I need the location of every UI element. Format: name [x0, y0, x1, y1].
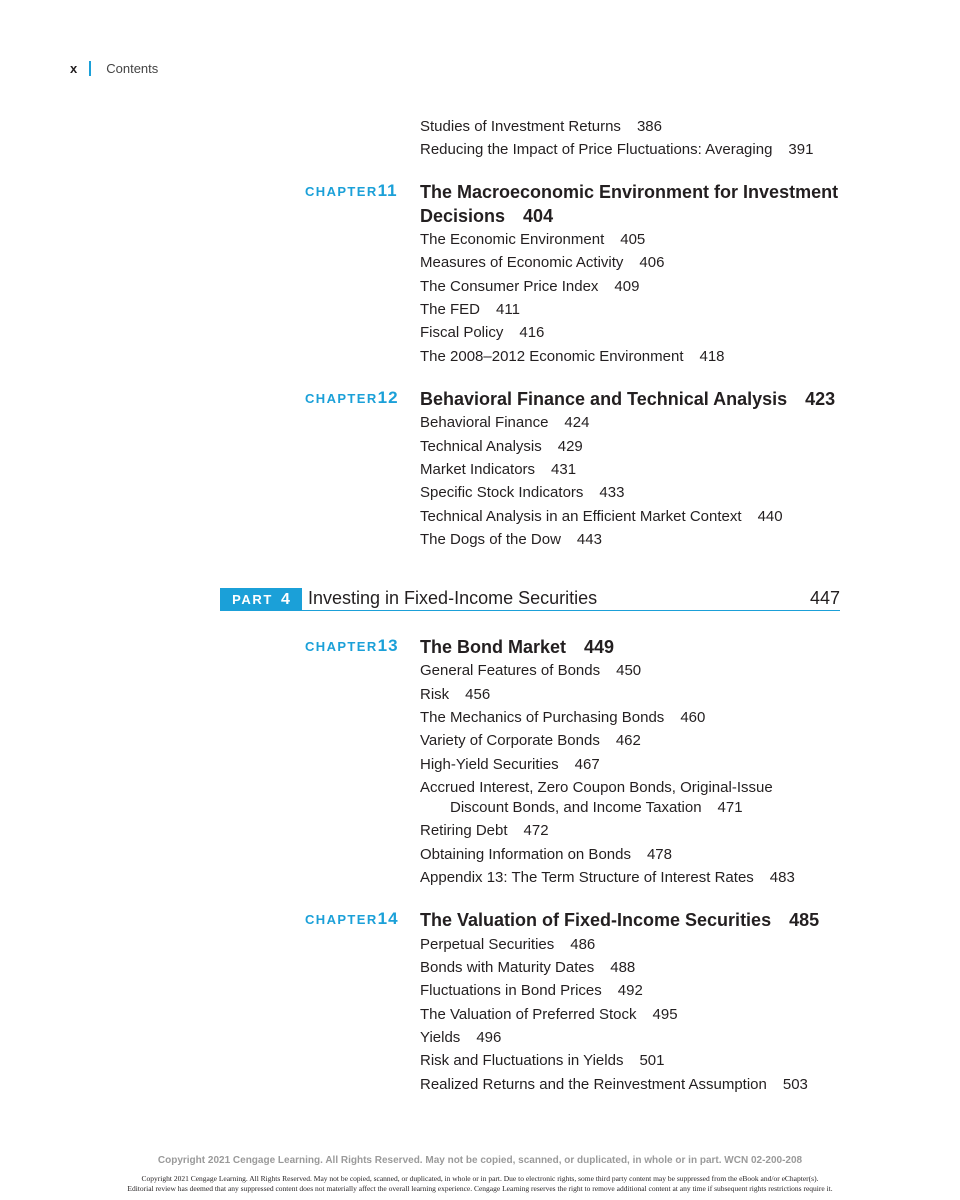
toc-entry[interactable]	[420, 868, 795, 888]
entry-title: Risk	[420, 686, 450, 703]
toc-entry[interactable]	[420, 323, 544, 343]
toc-entry[interactable]	[420, 483, 624, 503]
toc-entry[interactable]	[420, 460, 576, 480]
chapter-word: CHAPTER	[305, 391, 378, 406]
entry-title: The Economic Environment	[420, 231, 605, 248]
entry-page: 460	[680, 709, 706, 726]
entry-title: Measures of Economic Activity	[420, 254, 624, 271]
entry-title: Perpetual Securities	[420, 936, 555, 953]
entry-page: 495	[652, 1006, 678, 1023]
part-word: PART	[232, 592, 273, 607]
entry-page: 467	[574, 756, 600, 773]
fineprint-line: Editorial review has deemed that any suppressed content does not materially affect the overall learning experience. Cengage Learning reserves the right to remove additional content at any time if subsequent rights restrictions require it.	[127, 1184, 833, 1193]
chapter-12-label	[305, 388, 399, 408]
toc-entry[interactable]	[420, 277, 639, 297]
entry-page: 406	[639, 254, 665, 271]
entry-page: 386	[636, 118, 662, 135]
entry-page: 405	[620, 231, 646, 248]
chapter-title-line: The Bond Market	[420, 637, 567, 657]
page-number: x	[70, 60, 78, 76]
entry-title: Yields	[420, 1029, 461, 1046]
entry-title-continued-text: Discount Bonds, and Income Taxation	[450, 799, 702, 816]
entry-title: The Consumer Price Index	[420, 278, 599, 295]
chapter-14-label	[305, 909, 399, 929]
fineprint-line: Copyright 2021 Cengage Learning. All Rights Reserved. May not be copied, scanned, or duplicated, in whole or in part. Due to electronic rights, some third party content may be suppressed from the eBook and/or eChapter(s).	[141, 1174, 819, 1183]
entry-title: Obtaining Information on Bonds	[420, 846, 631, 863]
entry-title: The 2008–2012 Economic Environment	[420, 348, 684, 365]
entry-page: 492	[617, 982, 643, 999]
entry-title: Market Indicators	[420, 461, 536, 478]
toc-entry[interactable]	[420, 530, 602, 550]
toc-entry[interactable]	[420, 981, 643, 1001]
toc-entry[interactable]	[420, 1028, 501, 1048]
chapter-word: CHAPTER	[305, 912, 378, 927]
chapter-14-title[interactable]	[420, 908, 819, 932]
toc-entry[interactable]	[420, 1051, 664, 1071]
entry-page: 418	[699, 348, 725, 365]
chapter-number: 11	[377, 181, 398, 200]
entry-page: 483	[769, 869, 795, 886]
part-number: 4	[280, 590, 290, 608]
toc-entry[interactable]	[420, 661, 641, 681]
toc-entry[interactable]	[420, 437, 583, 457]
chapter-13-title[interactable]	[420, 635, 614, 659]
entry-page: 472	[523, 822, 549, 839]
entry-title: Fluctuations in Bond Prices	[420, 982, 602, 999]
toc-entry[interactable]	[420, 1075, 808, 1095]
chapter-title-line: The Macroeconomic Environment for Investment	[420, 182, 839, 202]
entry-title: Reducing the Impact of Price Fluctuations: Averaging	[420, 141, 773, 158]
chapter-page: 449	[584, 637, 615, 657]
entry-page: 478	[646, 846, 672, 863]
entry-page: 431	[551, 461, 577, 478]
entry-title: Technical Analysis	[420, 438, 542, 455]
entry-title: Behavioral Finance	[420, 414, 549, 431]
chapter-title-line: Decisions	[420, 206, 506, 226]
entry-page: 424	[564, 414, 590, 431]
entry-page: 433	[599, 484, 625, 501]
part-4-heading[interactable]	[220, 588, 840, 611]
entry-page: 471	[717, 799, 743, 816]
entry-page: 488	[610, 959, 636, 976]
entry-title: Bonds with Maturity Dates	[420, 959, 595, 976]
running-head-label: Contents	[106, 60, 159, 76]
toc-entry[interactable]	[420, 140, 813, 160]
entry-title: Retiring Debt	[420, 822, 508, 839]
entry-title: The Dogs of the Dow	[420, 531, 561, 548]
toc-entry[interactable]	[420, 300, 520, 320]
chapter-12-title[interactable]	[420, 387, 835, 411]
toc-entry[interactable]	[420, 230, 645, 250]
chapter-number: 13	[377, 636, 399, 655]
entry-title: Realized Returns and the Reinvestment Assumption	[420, 1076, 767, 1093]
chapter-page: 485	[789, 910, 820, 930]
entry-page: 391	[788, 141, 814, 158]
entry-title: Specific Stock Indicators	[420, 484, 584, 501]
entry-title: Accrued Interest, Zero Coupon Bonds, Original-Issue	[420, 779, 773, 796]
chapter-number: 14	[377, 909, 399, 928]
chapter-word: CHAPTER	[305, 184, 378, 199]
entry-page: 501	[639, 1052, 665, 1069]
entry-title: The FED	[420, 301, 481, 318]
entry-page: 450	[616, 662, 642, 679]
entry-title: Appendix 13: The Term Structure of Interest Rates	[420, 869, 754, 886]
chapter-word: CHAPTER	[305, 639, 378, 654]
toc-entry[interactable]	[420, 731, 641, 751]
entry-page: 416	[519, 324, 545, 341]
entry-page: 411	[496, 301, 520, 318]
chapter-title-line: Behavioral Finance and Technical Analysis	[420, 389, 788, 409]
toc-entry[interactable]	[420, 347, 725, 367]
entry-title: Fiscal Policy	[420, 324, 504, 341]
entry-page: 456	[465, 686, 491, 703]
toc-entry[interactable]	[420, 507, 783, 527]
entry-title: Technical Analysis in an Efficient Market Context	[420, 508, 742, 525]
running-head-divider	[89, 61, 91, 76]
running-head	[70, 59, 158, 77]
toc-entry[interactable]	[420, 958, 635, 978]
entry-title: Variety of Corporate Bonds	[420, 732, 600, 749]
toc-entry[interactable]	[420, 821, 549, 841]
chapter-title-line: The Valuation of Fixed-Income Securities	[420, 910, 772, 930]
chapter-page: 423	[805, 389, 836, 409]
toc-entry[interactable]	[420, 413, 589, 433]
entry-page: 486	[570, 936, 596, 953]
copyright-fineprint	[0, 1174, 960, 1194]
toc-entry[interactable]	[420, 1005, 678, 1025]
entry-page: 462	[615, 732, 641, 749]
toc-entry[interactable]	[420, 253, 664, 273]
chapter-11-label	[305, 181, 398, 201]
toc-entry[interactable]	[420, 685, 490, 705]
entry-title: Risk and Fluctuations in Yields	[420, 1052, 624, 1069]
entry-title: General Features of Bonds	[420, 662, 601, 679]
part-page: 447	[809, 588, 840, 608]
entry-page: 429	[557, 438, 583, 455]
chapter-11-title[interactable]	[420, 180, 838, 228]
chapter-13-label	[305, 636, 399, 656]
entry-page: 440	[757, 508, 783, 525]
part-badge	[220, 588, 302, 611]
toc-entry[interactable]	[420, 117, 662, 137]
toc-entry[interactable]	[420, 935, 595, 955]
entry-page: 443	[576, 531, 602, 548]
copyright-notice: Copyright 2021 Cengage Learning. All Rights Reserved. May not be copied, scanned, or duplicated, in whole or in part. WCN 02-200-208	[157, 1155, 803, 1166]
entry-title: High-Yield Securities	[420, 756, 559, 773]
entry-title: Studies of Investment Returns	[420, 118, 621, 135]
toc-entry[interactable]	[420, 708, 705, 728]
chapter-page: 404	[523, 206, 554, 226]
toc-entry[interactable]	[420, 778, 840, 818]
entry-page: 503	[782, 1076, 808, 1093]
entry-title: The Mechanics of Purchasing Bonds	[420, 709, 665, 726]
chapter-number: 12	[377, 388, 399, 407]
entry-page: 496	[476, 1029, 502, 1046]
toc-entry[interactable]	[420, 755, 600, 775]
entry-page: 409	[614, 278, 640, 295]
part-title: Investing in Fixed-Income Securities	[308, 588, 598, 608]
entry-title: The Valuation of Preferred Stock	[420, 1006, 637, 1023]
entry-title-continued	[420, 798, 840, 818]
toc-entry[interactable]	[420, 845, 672, 865]
